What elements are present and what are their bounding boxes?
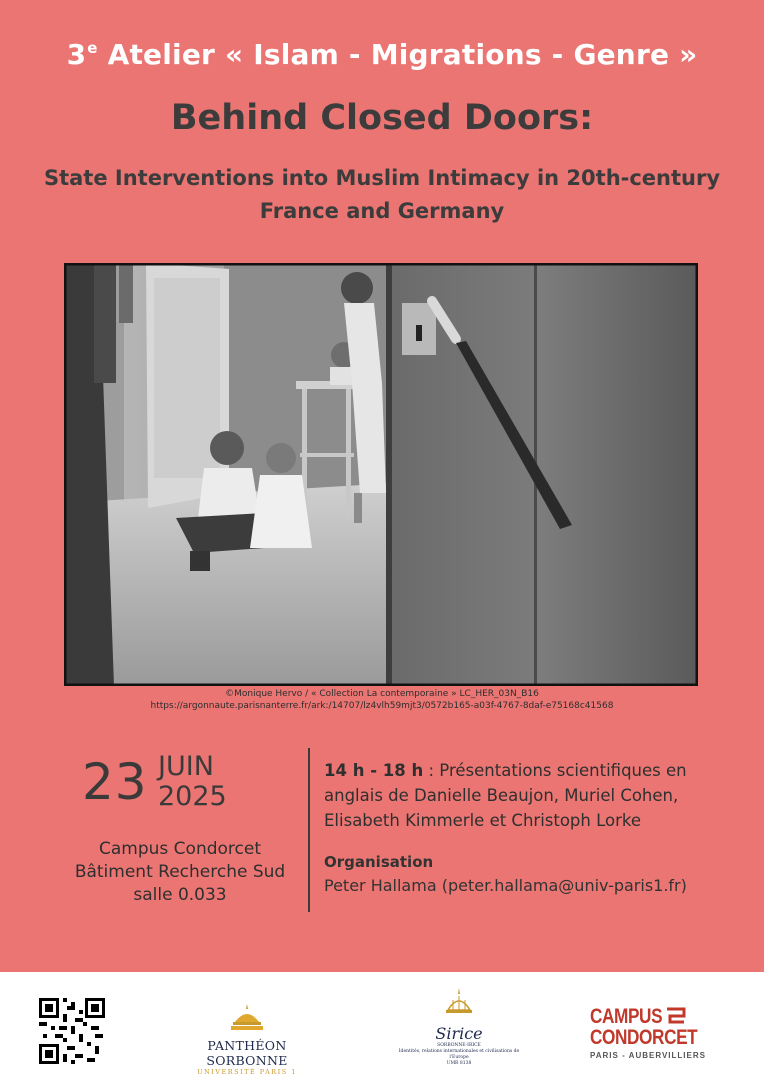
event-year: 2025	[158, 781, 227, 812]
subtitle	[20, 162, 744, 228]
event-month: JUIN	[158, 751, 214, 782]
series-ordinal: e	[87, 39, 98, 57]
cc-line-2: CONDORCET	[590, 1026, 698, 1049]
program-description	[324, 758, 744, 833]
sirice-logo	[394, 986, 524, 1067]
event-day: 23	[82, 753, 148, 811]
pantheon-dome-icon	[227, 1002, 267, 1032]
pantheon-sub: UNIVERSITÉ PARIS 1	[197, 1068, 297, 1076]
subtitle-line-2: France and Germany	[259, 199, 505, 223]
venue-line-1: Campus Condorcet	[99, 839, 261, 859]
subtitle-line-1: State Interventions into Muslim Intimacy in 20th-century	[43, 166, 721, 190]
program-text: : Présentations scientifiques en anglais de Danielle Beaujon, Muriel Cohen, Elisabeth Kimmerle et Christoph Lorke	[324, 761, 687, 830]
series-title: Atelier « Islam - Migrations - Genre »	[97, 38, 698, 71]
archival-photo	[64, 263, 698, 686]
photo-credit-url: https://argonnaute.parisnanterre.fr/ark:/14707/lz4vlh59mjt3/0572b165-a03f-4767-8daf-e75168c41568	[150, 701, 614, 711]
organisation-label: Organisation	[324, 853, 434, 871]
photo-credit	[0, 688, 764, 712]
series-number: 3	[66, 38, 87, 71]
cc-line-3: PARIS - AUBERVILLIERS	[590, 1051, 706, 1060]
venue-line-3: salle 0.033	[133, 885, 227, 905]
cc-line-1: CAMPUS	[590, 1005, 663, 1028]
campus-condorcet-logo	[590, 1005, 706, 1060]
condorcet-mark-icon	[666, 1007, 686, 1025]
pantheon-name: PANTHÉON SORBONNE	[206, 1038, 288, 1068]
time-range: 14 h - 18 h	[324, 761, 424, 780]
qr-code[interactable]	[39, 998, 105, 1064]
page-title: Behind Closed Doors:	[170, 98, 594, 138]
dome-icon	[441, 986, 477, 1022]
pantheon-sorbonne-logo	[172, 1002, 322, 1076]
logo-footer	[0, 972, 764, 1080]
divider	[308, 748, 310, 912]
sirice-tag-2: Identités, relations internationales et civilisations de l'Europe	[398, 1049, 520, 1060]
organisation-contact: Peter Hallama (peter.hallama@univ-paris1.fr)	[324, 876, 687, 895]
sirice-tag-1: SORBONNE-IRICE	[437, 1043, 481, 1048]
venue	[40, 838, 320, 907]
photo-credit-line-1: ©Monique Hervo / « Collection La contemporaine » LC_HER_03N_B16	[225, 689, 539, 699]
venue-line-2: Bâtiment Recherche Sud	[74, 862, 286, 882]
sirice-name: Sirice	[435, 1024, 483, 1043]
series-heading	[0, 38, 764, 71]
sirice-tag-3: UMR 8138	[446, 1061, 472, 1066]
